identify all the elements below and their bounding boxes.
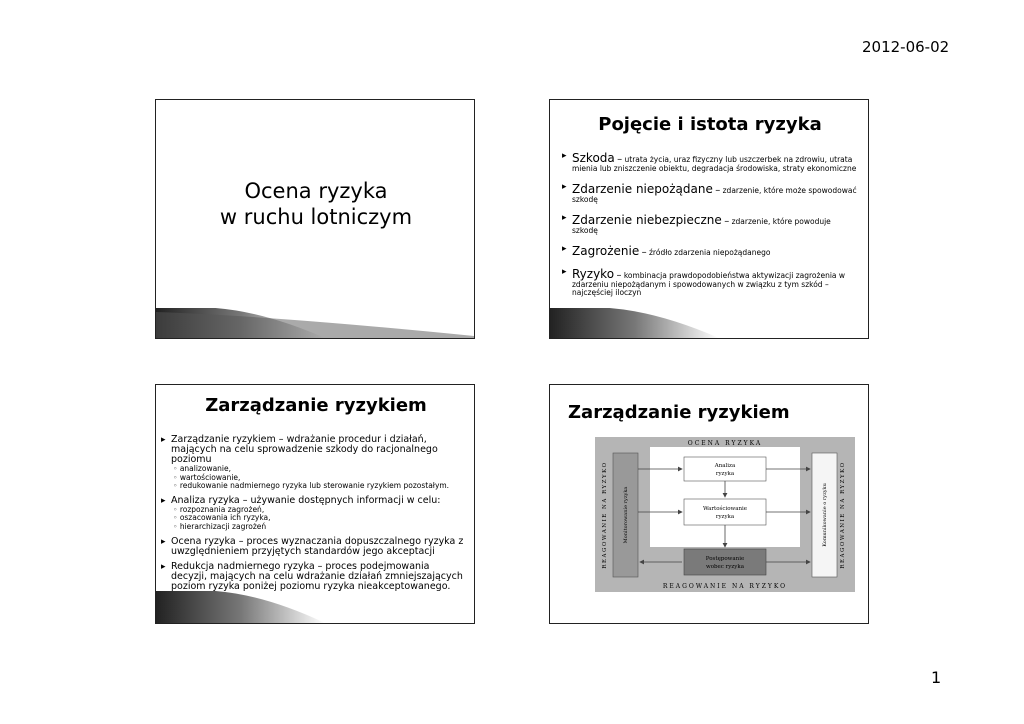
sub-item: ◦ redukowanie nadmiernego ryzyka lub sterowanie ryzykiem pozostałym. — [173, 482, 467, 491]
list-item: ▸ Zdarzenie niebezpieczne – zdarzenie, które powoduje szkodę — [562, 214, 858, 235]
slide-title: Zarządzanie ryzykiem — [568, 402, 790, 423]
list-item: ▸ Szkoda – utrata życia, uraz fizyczny lub uszczerbek na zdrowiu, utrata mienia lub zniszczenie obiektu, degradacja środowiska, straty ekonomiczne — [562, 152, 858, 173]
decorative-wave — [550, 298, 868, 338]
slide-title — [155, 99, 475, 339]
slide-title: Zarządzanie ryzykiem — [205, 395, 427, 416]
sub-item: ◦ wartościowanie, — [173, 474, 467, 483]
right-side-label: REAGOWANIE NA RYZYKO — [840, 461, 846, 569]
sub-list — [173, 506, 467, 532]
risk-management-diagram — [595, 437, 855, 592]
evaluation-box — [684, 499, 766, 525]
definition: kombinacja prawdopodobieństwa aktywizacji zagrożenia w zdarzeniu niepożądanym i spowodowanych w związku z tym szkód – najczęściej iloczyn — [572, 271, 846, 297]
definition: utrata życia, uraz fizyczny lub uszczerbek na zdrowiu, utrata mienia lub zniszczenie obiektu, degradacja środowiska, straty ekonomiczne — [572, 155, 857, 173]
definition: zdarzenie, które może spowodować szkodę — [572, 186, 857, 204]
decorative-wave — [156, 298, 474, 338]
bullet-text: Redukcja nadmiernego ryzyka – proces podejmowania decyzji, mających na celu wdrażanie działań zmniejszających poziom ryzyka poniżej poziomu ryzyka nieakceptowanego. — [171, 560, 463, 592]
term: Zdarzenie niebezpieczne — [572, 213, 722, 227]
definition-list — [562, 152, 858, 307]
list-item: ▸ Ryzyko – kombinacja prawdopodobieństwa aktywizacji zagrożenia w zdarzeniu niepożądanym i spowodowanych w związku z tym szkód – najczęściej iloczyn — [562, 268, 858, 297]
slide-risk-management-text — [155, 384, 475, 624]
slide-risk-management-diagram — [549, 384, 869, 624]
list-item — [161, 537, 467, 557]
title-line-2: w ruchu lotniczym — [219, 205, 413, 229]
term: Ryzyko — [572, 267, 615, 281]
definition: zdarzenie, które powoduje szkodę — [572, 217, 831, 235]
decorative-wave — [156, 583, 474, 623]
presentation-title — [156, 178, 475, 230]
evaluation-line2: ryzyka — [715, 514, 735, 520]
evaluation-line1: Wartościowanie — [702, 506, 748, 512]
definition: źródło zdarzenia niepożądanego — [649, 248, 771, 257]
communication-label: Komunikowanie o ryzyku — [822, 483, 828, 547]
analysis-line1: Analiza — [714, 463, 736, 469]
bullet-list — [161, 435, 467, 597]
action-line2: wobec ryzyka — [706, 564, 744, 570]
bullet-text: Ocena ryzyka – proces wyznaczania dopuszczalnego ryzyka z uwzględnieniem przyjętych standardów jego akceptacji — [171, 535, 464, 557]
list-item: ▸ Zagrożenie – źródło zdarzenia niepożądanego — [562, 245, 858, 258]
bullet-text: Zarządzanie ryzykiem – wdrażanie procedur i działań, mających na celu sprowadzenie szkody do racjonalnego poziomu — [171, 434, 438, 465]
sub-item: ◦ oszacowania ich ryzyka, — [173, 514, 467, 523]
analysis-box — [684, 457, 766, 481]
slide-risk-concepts — [549, 99, 869, 339]
term: Zdarzenie niepożądane — [572, 182, 713, 196]
sub-item: ◦ rozpoznania zagrożeń, — [173, 506, 467, 515]
sub-item: ◦ hierarchizacji zagrożeń — [173, 523, 467, 532]
print-date: 2012-06-02 — [862, 38, 950, 56]
term: Szkoda — [572, 151, 615, 165]
top-label: OCENA RYZYKA — [687, 440, 763, 447]
action-box — [684, 549, 766, 575]
sub-item: ◦ analizowanie, — [173, 465, 467, 474]
left-side-label: REAGOWANIE NA RYZYKO — [602, 461, 608, 569]
title-line-1: Ocena ryzyka — [244, 179, 388, 203]
sub-list — [173, 465, 467, 491]
bullet-text: Analiza ryzyka – używanie dostępnych informacji w celu: — [171, 494, 441, 506]
action-line1: Postępowanie — [705, 556, 745, 562]
list-item — [161, 435, 467, 491]
list-item — [161, 496, 467, 532]
monitoring-label: Monitorowanie ryzyka — [623, 486, 629, 544]
page-number: 1 — [931, 668, 942, 687]
list-item: ▸ Zdarzenie niepożądane – zdarzenie, które może spowodować szkodę — [562, 183, 858, 204]
analysis-line2: ryzyka — [715, 471, 735, 477]
slide-title: Pojęcie i istota ryzyka — [598, 114, 822, 135]
bottom-label: REAGOWANIE NA RYZYKO — [662, 583, 788, 590]
term: Zagrożenie — [572, 244, 640, 258]
